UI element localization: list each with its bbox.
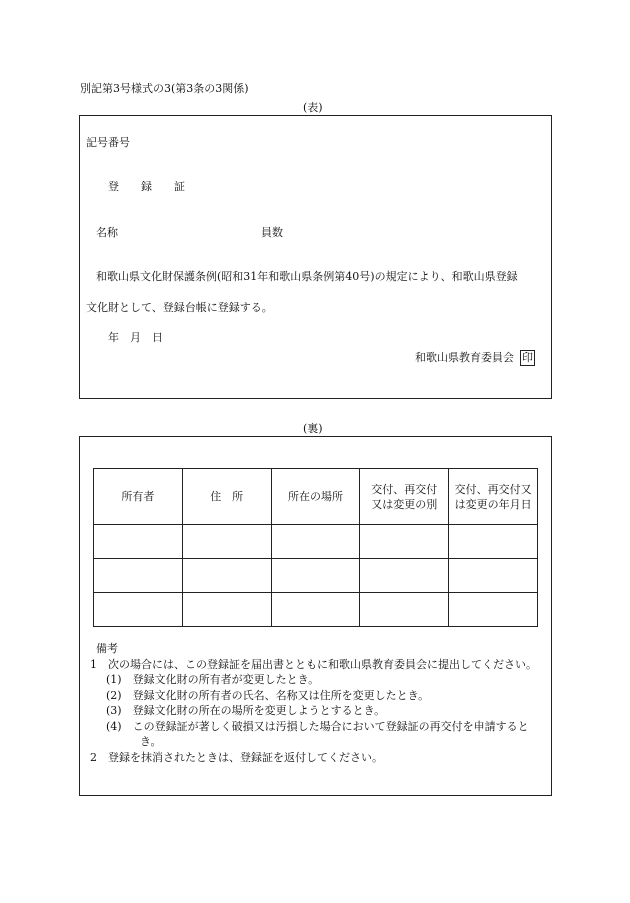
name-label: 名称 (96, 226, 118, 239)
date-label: 年 月 日 (108, 331, 163, 344)
body-text-line1: 和歌山県文化財保護条例(昭和31年和歌山県条例第40号)の規定により、和歌山県登録 (96, 270, 518, 283)
table-header-row (94, 469, 538, 525)
back-label: (裏) (303, 422, 323, 435)
members-label: 員数 (261, 226, 283, 239)
ownership-table (93, 468, 538, 627)
table-row (94, 559, 538, 593)
remarks-subitem: (1) 登録文化財の所有者が変更したとき。 (106, 673, 320, 686)
table-cell[interactable] (182, 559, 271, 593)
table-cell[interactable] (449, 525, 538, 559)
header-issue-type: 交付、再交付 又は変更の別 (360, 469, 449, 525)
remarks-subitem: (2) 登録文化財の所有者の氏名、名称又は住所を変更したとき。 (106, 688, 430, 702)
remarks-section (90, 641, 546, 765)
seal-mark: 印 (522, 351, 533, 364)
table-cell[interactable] (360, 525, 449, 559)
header-location: 所在の場所 (271, 469, 360, 525)
remarks-title: 備考 (96, 642, 118, 655)
form-title: 別記第3号様式の3(第3条の3関係) (80, 82, 249, 95)
table-cell[interactable] (271, 593, 360, 627)
table-cell[interactable] (94, 593, 183, 627)
table-cell[interactable] (449, 559, 538, 593)
table-cell[interactable] (360, 559, 449, 593)
front-label: (表) (303, 101, 323, 114)
header-issue-date: 交付、再交付又 は変更の年月日 (449, 469, 538, 525)
table-cell[interactable] (182, 593, 271, 627)
table-cell[interactable] (271, 525, 360, 559)
remarks-subitem: (3) 登録文化財の所在の場所を変更しようとするとき。 (106, 704, 386, 717)
issuer-name: 和歌山県教育委員会 (415, 351, 514, 364)
header-owner: 所有者 (94, 469, 183, 525)
remarks-item-2: 2 登録を抹消されたときは、登録証を返付してください。 (90, 750, 383, 764)
record-number-label: 記号番号 (86, 136, 130, 149)
front-certificate-box (79, 115, 552, 399)
table-cell[interactable] (94, 525, 183, 559)
table-cell[interactable] (94, 559, 183, 593)
certificate-title: 登 録 証 (108, 180, 185, 193)
table-cell[interactable] (360, 593, 449, 627)
table-cell[interactable] (271, 559, 360, 593)
table-cell[interactable] (449, 593, 538, 627)
remarks-item-1: 1 次の場合には、この登録証を届出書とともに和歌山県教育委員会に提出してください。 (90, 657, 537, 671)
header-address: 住 所 (182, 469, 271, 525)
remarks-subitem: (4) この登録証が著しく破損又は汚損した場合において登録証の再交付を申請するとき。 (106, 719, 529, 748)
table-row (94, 593, 538, 627)
table-cell[interactable] (182, 525, 271, 559)
table-row (94, 525, 538, 559)
body-text-line2: 文化財として、登録台帳に登録する。 (86, 301, 273, 314)
issuer-block (415, 349, 535, 366)
